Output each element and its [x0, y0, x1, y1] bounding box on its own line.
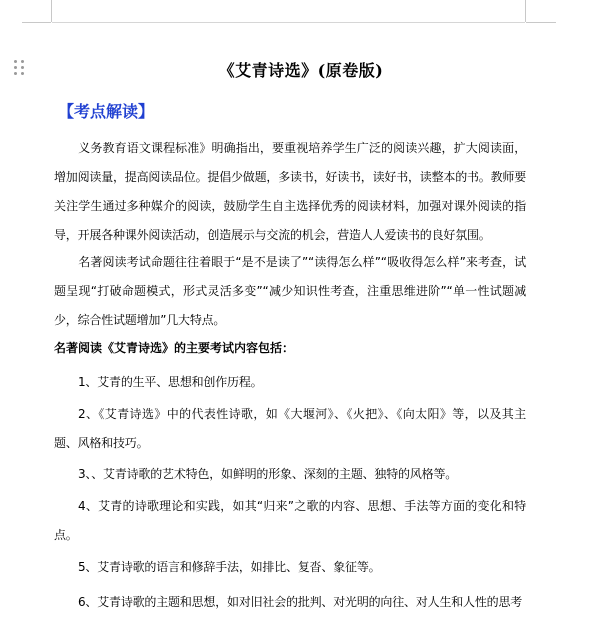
header-margin-line: [52, 22, 525, 23]
paragraph-exam-features: [54, 248, 526, 335]
crop-mark-top-left-vertical: [51, 0, 52, 22]
list-item: [54, 588, 526, 617]
document-title: 《艾青诗选》(原卷版): [218, 61, 384, 80]
list-item: [54, 460, 526, 489]
drag-dot: [21, 66, 24, 69]
section-heading: 【考点解读】: [58, 102, 155, 121]
list-item: [54, 368, 526, 397]
exam-content-subheading: 名著阅读《艾青诗选》的主要考试内容包括：: [54, 341, 295, 355]
list-item-text: 5、艾青诗歌的语言和修辞手法，如排比、复沓、象征等。: [78, 560, 381, 574]
list-item: [54, 492, 526, 550]
list-item-text: 1、艾青的生平、思想和创作历程。: [78, 375, 263, 389]
drag-dot: [21, 60, 24, 63]
drag-dot: [14, 66, 17, 69]
list-item: [54, 553, 526, 582]
list-item-text: 3、、艾青诗歌的艺术特色，如鲜明的形象、深刻的主题、独特的风格等。: [78, 467, 458, 481]
crop-mark-top-right-vertical: [525, 0, 526, 22]
crop-mark-top-left-horizontal: [22, 22, 51, 23]
drag-dot: [21, 72, 24, 75]
list-item-text: 6、艾青诗歌的主题和思想，如对旧社会的批判、对光明的向往、对人生和人性的思考: [78, 595, 523, 609]
list-item-text: 4、艾青的诗歌理论和实践，如其“归来”之歌的内容、思想、手法等方面的变化和特点。: [54, 499, 526, 542]
drag-dot: [14, 60, 17, 63]
drag-dot: [14, 72, 17, 75]
drag-handle-icon[interactable]: [14, 60, 26, 76]
paragraph-text: 义务教育语文课程标准》明确指出，要重视培养学生广泛的阅读兴趣，扩大阅读面，增加阅读量，提高阅读品位。提倡少做题，多读书，好读书，读好书，读整本的书。教师要关注学生通过多种媒介的阅读，鼓励学生自主选择优秀的阅读材料，加强对课外阅读的指导，开展各种课外阅读活动，创造展示与交流的机会，营造人人爱读书的良好氛围。: [54, 141, 527, 242]
paragraph-curriculum: [54, 134, 526, 250]
crop-mark-top-right-horizontal: [526, 22, 556, 23]
list-item: [54, 400, 526, 458]
paragraph-text: 名著阅读考试命题往往着眼于“是不是读了”“读得怎么样”“吸收得怎么样”来考查，试题呈现“打破命题模式，形式灵活多变”“减少知识性考查，注重思维进阶”“单一性试题减少，综合性试题增加”几大特点。: [54, 255, 526, 327]
list-item-text: 2、《艾青诗选》中的代表性诗歌，如《大堰河》、《火把》、《向太阳》等，以及其主题、风格和技巧。: [54, 407, 526, 450]
